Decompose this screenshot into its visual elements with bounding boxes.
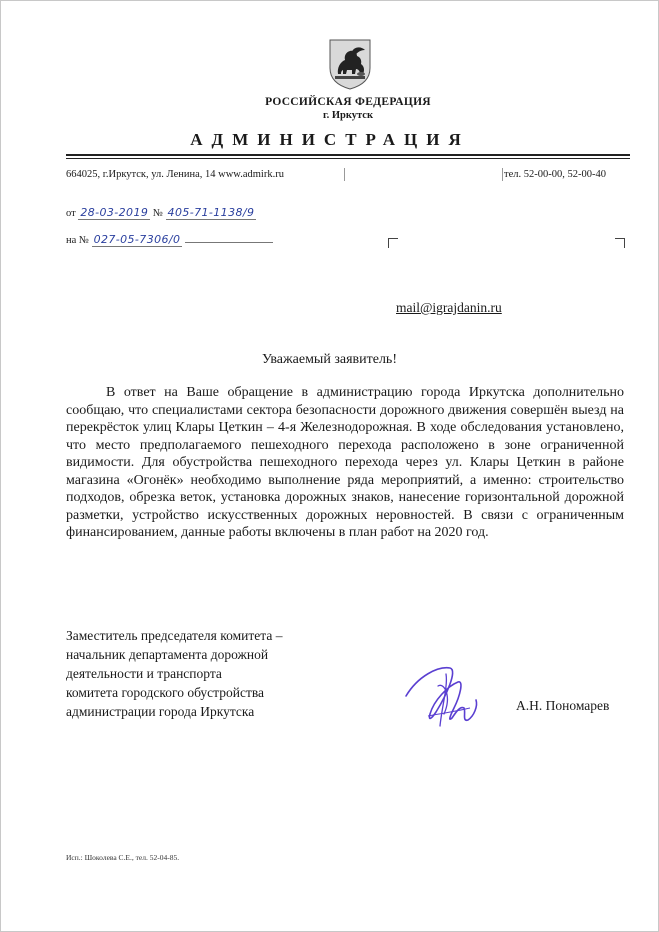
coat-of-arms-icon <box>327 38 373 90</box>
handwritten-signature <box>398 656 490 736</box>
position-line: администрации города Иркутска <box>66 704 255 719</box>
signer-name: А.Н. Пономарев <box>516 698 610 713</box>
city-name: г. Иркутск <box>323 110 373 121</box>
organization-title: АДМИНИСТРАЦИЯ <box>190 130 470 149</box>
header-rule <box>66 154 630 156</box>
redacted-address <box>396 244 592 298</box>
reply-number: 027-05-7306/0 <box>93 233 181 246</box>
recipient-email[interactable]: mail@igrajdanin.ru <box>396 300 502 315</box>
divider <box>344 168 345 181</box>
outgoing-reference <box>66 206 256 220</box>
from-label: от <box>66 208 76 219</box>
executor-note: Исп.: Шоколева С.Е., тел. 52-04-85. <box>66 853 180 862</box>
header-rule-thin <box>66 158 630 159</box>
blank-field <box>185 232 273 243</box>
letter-date: 28-03-2019 <box>80 206 149 219</box>
greeting: Уважаемый заявитель! <box>262 352 397 367</box>
address-line: 664025, г.Иркутск, ул. Ленина, 14 www.admirk.ru <box>66 169 284 180</box>
position-line: Заместитель председателя комитета – <box>66 628 283 643</box>
number-label: № <box>152 208 163 219</box>
reply-reference <box>66 232 273 247</box>
reply-label: на № <box>66 235 89 246</box>
signer-position <box>66 626 282 721</box>
position-line: деятельности и транспорта <box>66 666 222 681</box>
address-corner <box>615 238 625 248</box>
position-line: начальник департамента дорожной <box>66 647 269 662</box>
letter-body: В ответ на Ваше обращение в администрацию города Иркутска дополнительно сообщаю, что специалистами сектора безопасности дорожного движения совершён выезд на перекрёсток улиц Клары Цеткин – 4-я Железнодорожная. В ходе обследования установлено, что место предполагаемого пешеходного перехода расположено в зоне ограниченной видимости. Для обустройства пешеходного перехода через ул. Клары Цеткин в районе магазина «Огонёк» необходимо выполнение ряда мероприятий, а именно: строительство подходов, обрезка веток, установка дорожных знаков, нанесение горизонтальной дорожной разметки, устройство искусственных дорожных неровностей. В связи с ограниченным финансированием, данные работы включены в план работ на 2020 год. <box>66 385 624 540</box>
phone-line: тел. 52-00-00, 52-00-40 <box>504 169 606 180</box>
position-line: комитета городского обустройства <box>66 685 265 700</box>
letter-number: 405-71-1138/9 <box>167 206 255 219</box>
country-name: РОССИЙСКАЯ ФЕДЕРАЦИЯ <box>265 96 431 108</box>
divider <box>502 168 503 181</box>
